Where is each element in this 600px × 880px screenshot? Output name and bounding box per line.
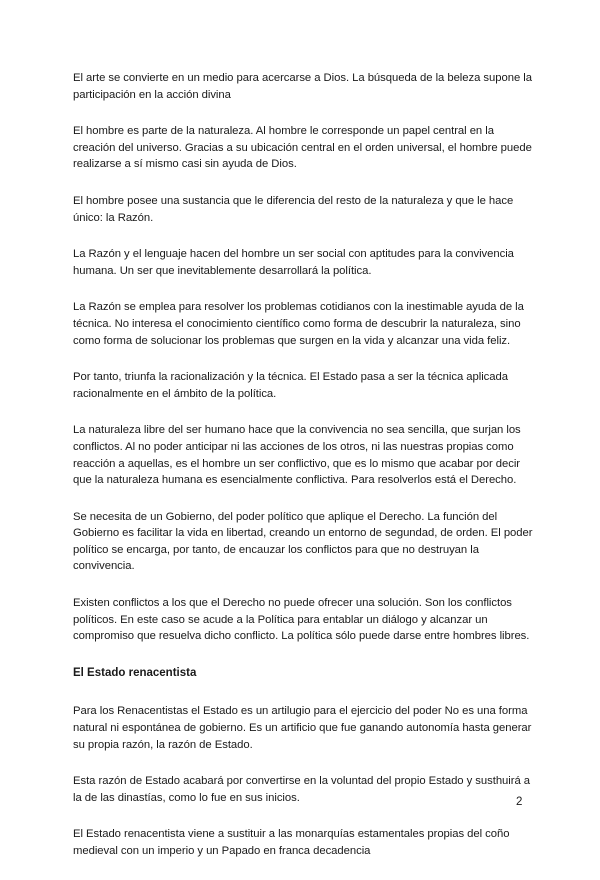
paragraph-art-and-god: El arte se convierte en un medio para acercarse a Dios. La búsqueda de la beleza supone la participación en la acción divina [73, 72, 532, 101]
page-body [73, 70, 535, 880]
paragraph-reason-and-technique: La Razón se emplea para resolver los problemas cotidianos con la inestimable ayuda de la técnica. No interesa el conocimiento científico como forma de descubrir la naturaleza, sino como forma de solucionar los problemas que surgen en la vida y alcanzar una vida feliz. [73, 301, 524, 347]
paragraph-man-and-nature: El hombre es parte de la naturaleza. Al hombre le corresponde un papel central en la creación del universo. Gracias a su ubicación central en el orden universal, el hombre puede realizarse a sí mismo casi sin ayuda de Dios. [73, 125, 532, 171]
paragraph-government: Se necesita de un Gobierno, del poder político que aplique el Derecho. La función del Gobierno es facilitar la vida en libertad, creando un entorno de segundad, de orden. El poder político se encarga, por tanto, de encauzar los conflictos para que no destruyan la convivencia. [73, 510, 533, 573]
paragraph-renaissance-state: Para los Renacentistas el Estado es un artilugio para el ejercicio del poder No es una forma natural ni espontánea de gobierno. Es un artificio que fue ganando autonomía hasta generar su propia razón, la razón de Estado. [73, 705, 532, 751]
section-heading: El Estado renacentista [73, 666, 197, 679]
paragraph-political-conflicts: Existen conflictos a los que el Derecho no puede ofrecer una solución. Son los conflictos políticos. En este caso se acude a la Política para entablar un diálogo y alcanzar un compromiso que resuelva dicho conflicto. La política sólo puede darse entre hombres libres. [73, 597, 530, 643]
paragraph-reason-substance: El hombre posee una sustancia que le diferencia del resto de la naturaleza y que le hace único: la Razón. [73, 194, 514, 224]
paragraph-state-replaces-monarchies: El Estado renacentista viene a sustituir a las monarquías estamentales propias del coño medieval con un imperio y un Papado en franca decadencia [73, 828, 510, 857]
paragraph-reason-of-state: Esta razón de Estado acabará por convertirse en la voluntad del propio Estado y susthuirá a la de las dinastías, como lo fue en sus inicios. [73, 775, 531, 804]
paragraph-rationalization: Por tanto, triunfa la racionalización y la técnica. El Estado pasa a ser la técnica aplicada racionalmente en el ámbito de la política. [73, 371, 508, 400]
paragraph-human-conflict: La naturaleza libre del ser humano hace que la convivencia no sea sencilla, que surjan los conflictos. Al no poder anticipar ni las acciones de los otros, ni las nuestras propias como reacción a aquellas, es el hombre un ser conflictivo, que es lo mismo que acabar por decir que la naturaleza humana es esencialmente conflictiva. Para resolverlos está el Derecho. [73, 424, 521, 487]
page-number: 2 [516, 796, 523, 808]
paragraph-reason-and-language: La Razón y el lenguaje hacen del hombre un ser social con aptitudes para la convivencia humana. Un ser que inevitablemente desarrollará la política. [73, 248, 514, 277]
